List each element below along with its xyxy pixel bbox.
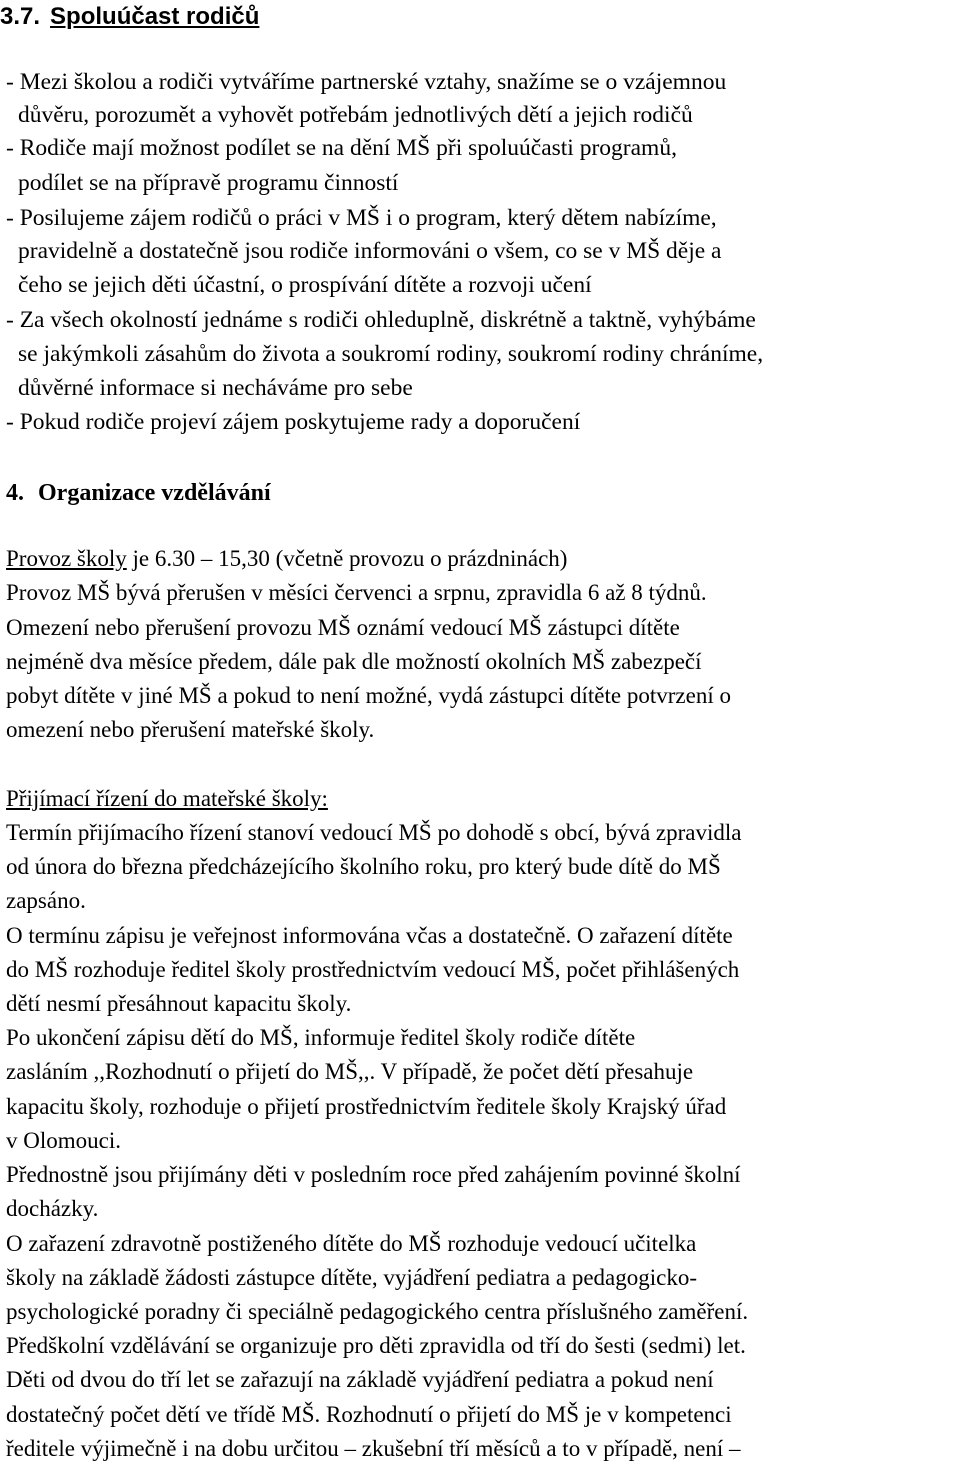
paragraph-line: Omezení nebo přerušení provozu MŠ oznámí vedoucí MŠ zástupci dítěte [6,615,680,640]
paragraph-line: - Rodiče mají možnost podílet se na dění MŠ při spoluúčasti programů, [6,135,677,161]
paragraph-line: - Posilujeme zájem rodičů o práci v MŠ i o program, který dětem nabízíme, [6,205,717,231]
provoz-line [6,544,567,574]
paragraph-line: do MŠ rozhoduje ředitel školy prostřednictvím vedoucí MŠ, počet přihlášených [6,957,740,982]
paragraph-line: od února do března předcházejícího školního roku, pro který bude dítě do MŠ [6,854,721,879]
paragraph-line: docházky. [6,1196,99,1221]
provoz-label: Provoz školy [6,546,127,571]
paragraph-line: se jakýmkoli zásahům do života a soukromí rodiny, soukromí rodiny chráníme, [18,341,764,367]
paragraph-line: nejméně dva měsíce předem, dále pak dle možností okolních MŠ zabezpečí [6,649,702,674]
section-title: Organizace vzdělávání [38,480,271,506]
paragraph-line: Provoz MŠ bývá přerušen v měsíci červenci a srpnu, zpravidla 6 až 8 týdnů. [6,580,707,605]
paragraph-line: Předškolní vzdělávání se organizuje pro děti zpravidla od tří do šesti (sedmi) let. [6,1333,746,1358]
paragraph-line: dostatečný počet dětí ve třídě MŠ. Rozhodnutí o přijetí do MŠ je v kompetenci [6,1402,732,1427]
paragraph-line: pravidelně a dostatečně jsou rodiče informováni o všem, co se v MŠ děje a [18,238,722,264]
paragraph-line: školy na základě žádosti zástupce dítěte, vyjádření pediatra a pedagogicko- [6,1265,697,1290]
paragraph-line: podílet se na přípravě programu činností [18,170,399,196]
paragraph-line: - Mezi školou a rodiči vytváříme partnerské vztahy, snažíme se o vzájemnou [6,69,727,95]
paragraph-line: - Za všech okolností jednáme s rodiči ohleduplně, diskrétně a taktně, vyhýbáme [6,307,756,333]
provoz-hours: je 6.30 – 15,30 (včetně provozu o prázdninách) [126,546,568,571]
paragraph-line: důvěru, porozumět a vyhovět potřebám jednotlivých dětí a jejich rodičů [18,102,693,128]
paragraph-line: kapacitu školy, rozhoduje o přijetí prostřednictvím ředitele školy Krajský úřad [6,1094,727,1119]
paragraph-line: dětí nesmí přesáhnout kapacitu školy. [6,991,352,1016]
paragraph-line: O termínu zápisu je veřejnost informována včas a dostatečně. O zařazení dítěte [6,923,733,948]
paragraph-line: Děti od dvou do tří let se zařazují na základě vyjádření pediatra a pokud není [6,1367,714,1392]
paragraph-line: Termín přijímacího řízení stanoví vedoucí MŠ po dohodě s obcí, bývá zpravidla [6,820,742,845]
section-number: 4. [6,480,24,506]
paragraph-line: pobyt dítěte v jiné MŠ a pokud to není možné, vydá zástupci dítěte potvrzení o [6,683,731,708]
subheading-prijimaci-rizeni: Přijímací řízení do mateřské školy: [6,786,328,811]
paragraph-line: O zařazení zdravotně postiženého dítěte do MŠ rozhoduje vedoucí učitelka [6,1231,697,1256]
section-number: 3.7. [0,3,41,30]
paragraph-line: omezení nebo přerušení mateřské školy. [6,717,375,742]
section-title: Spoluúčast rodičů [50,3,260,30]
paragraph-line: psychologické poradny či speciálně pedagogického centra příslušného zaměření. [6,1299,749,1324]
paragraph-line: zapsáno. [6,888,86,913]
paragraph-line: důvěrné informace si necháváme pro sebe [18,375,413,401]
paragraph-line: Přednostně jsou přijímány děti v posledním roce před zahájením povinné školní [6,1162,741,1187]
paragraph-line: - Pokud rodiče projeví zájem poskytujeme rady a doporučení [6,409,581,435]
paragraph-line: ředitele výjimečně i na dobu určitou – zkušební tří měsíců a to v případě, není – [6,1436,741,1461]
section-heading-3-7 [0,2,259,32]
paragraph-line: Po ukončení zápisu dětí do MŠ, informuje ředitel školy rodiče dítěte [6,1025,636,1050]
paragraph-line: v Olomouci. [6,1128,121,1153]
paragraph-line: čeho se jejich děti účastní, o prospívání dítěte a rozvoji učení [18,272,592,298]
section-heading-4 [6,477,271,509]
paragraph-line: zasláním ,,Rozhodnutí o přijetí do MŠ,,. V případě, že počet dětí přesahuje [6,1059,694,1084]
